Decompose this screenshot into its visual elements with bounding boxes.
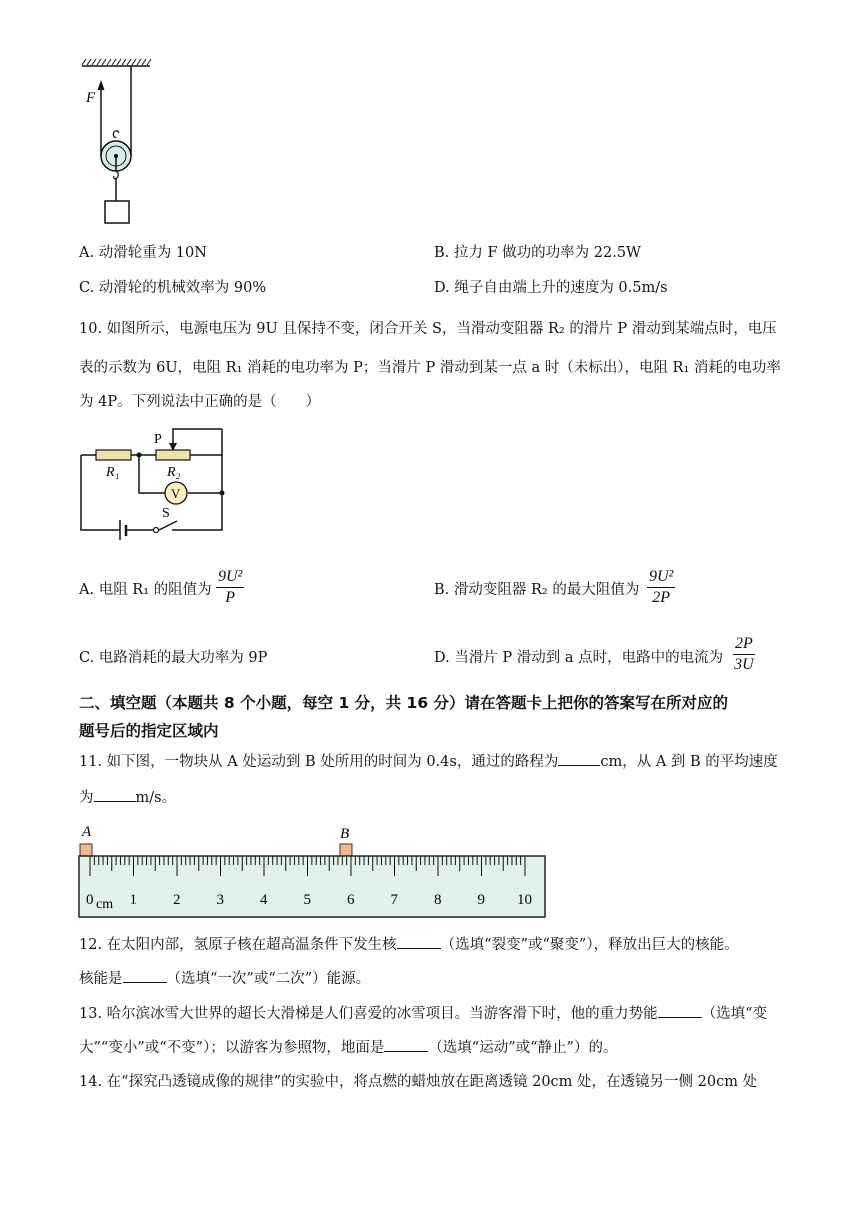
ruler-tick-label: 10 — [517, 892, 532, 908]
circuit-label-r1: R₁ — [106, 465, 120, 480]
q13-line-2 — [79, 1038, 617, 1058]
ruler-tick-label: 6 — [347, 892, 355, 908]
q11-line-1 — [79, 752, 778, 772]
q13-line-2-start: 大”“变小”或“不变”）；以游客为参照物，地面是 — [79, 1040, 385, 1056]
q10-line-2: 表的示数为 6U，电阻 R₁ 消耗的电功率为 P；当滑片 P 滑动到某一点 a 时（未标出），电阻 R₁ 消耗的电功率 — [79, 360, 781, 376]
q11-line-2 — [79, 788, 176, 808]
fraction-numerator: 2P — [733, 634, 755, 655]
circuit-label-p: P — [154, 432, 162, 447]
ruler-tick-label: 7 — [390, 892, 398, 908]
q10-option-c-text: C. 电路消耗的最大功率为 9P — [79, 650, 268, 666]
q10-option-b-text: B. 滑动变阻器 R₂ 的最大阻值为 — [434, 582, 640, 598]
circuit-label-v: V — [171, 486, 181, 501]
q10-option-a-fraction — [216, 567, 244, 608]
q10-option-a-text: A. 电阻 R₁ 的阻值为 — [79, 582, 212, 598]
q13-blank-2[interactable] — [384, 1051, 428, 1052]
q9-option-b: B. 拉力 F 做功的功率为 22.5W — [434, 245, 641, 261]
q10-line-1: 10. 如图所示，电源电压为 9U 且保持不变，闭合开关 S，当滑动变阻器 R₂ 的滑片 P 滑动到某端点时，电压 — [79, 321, 777, 337]
q12-line-2-end: （选填“一次”或“二次”）能源。 — [166, 971, 371, 987]
ruler-tick-label: 1 — [129, 892, 137, 908]
q13-line-1-end: （选填“变 — [701, 1006, 768, 1022]
ruler-tick-label: 0 — [86, 892, 94, 908]
q9-option-a: A. 动滑轮重为 10N — [79, 245, 207, 261]
ruler-unit: cm — [96, 897, 114, 912]
ruler-label-b: B — [340, 826, 350, 842]
circuit-label-r2: R₂ — [167, 465, 181, 480]
q12-line-1 — [79, 935, 739, 955]
fraction-denominator: 3U — [734, 656, 754, 673]
q12-line-1-start: 12. 在太阳内部，氢原子核在超高温条件下发生核 — [79, 937, 397, 953]
q10-line-3: 为 4P。下列说法中正确的是（ ） — [79, 394, 321, 410]
ruler-tick-label: 5 — [303, 892, 311, 908]
ruler-tick-label: 3 — [216, 892, 224, 908]
ruler-tick-label: 9 — [477, 892, 485, 908]
fraction-denominator: 2P — [652, 589, 671, 606]
circuit-label-s: S — [162, 506, 170, 521]
rheostat-r2 — [156, 450, 190, 460]
fraction-numerator: 9U² — [216, 567, 244, 588]
q14-line-1: 14. 在“探究凸透镜成像的规律”的实验中，将点燃的蜡烛放在距离透镜 20cm 处，在透镜另一侧 20cm 处 — [79, 1074, 758, 1090]
q9-option-d: D. 绳子自由端上升的速度为 0.5m/s — [434, 280, 668, 296]
q13-line-1 — [79, 1004, 767, 1024]
circuit-diagram — [76, 426, 231, 548]
ruler-figure — [76, 822, 548, 922]
resistor-r1 — [96, 450, 131, 460]
block-a — [80, 844, 92, 856]
q11-line-2-start: 为 — [79, 790, 94, 806]
q11-blank-distance[interactable] — [558, 765, 600, 766]
section-2-title-line-1: 二、填空题（本题共 8 个小题，每空 1 分，共 16 分）请在答题卡上把你的答案写在所对应的 — [79, 694, 729, 712]
fraction-numerator: 9U² — [647, 567, 675, 588]
weight-block — [105, 201, 129, 223]
q12-line-2 — [79, 969, 370, 989]
q12-line-2-start: 核能是 — [79, 971, 123, 987]
ruler-tick-label: 4 — [260, 892, 268, 908]
q13-line-2-end: （选填“运动”或“静止”）的。 — [428, 1040, 618, 1056]
q12-blank-2[interactable] — [123, 982, 167, 983]
q13-blank-1[interactable] — [658, 1017, 702, 1018]
section-2-title-line-2: 题号后的指定区域内 — [79, 722, 219, 740]
ruler-body — [79, 856, 545, 917]
q11-blank-speed[interactable] — [94, 801, 136, 802]
q10-option-d-fraction — [733, 634, 755, 675]
q10-option-b-fraction — [647, 567, 675, 608]
q11-line-1-end: cm，从 A 到 B 的平均速度 — [600, 754, 778, 770]
ruler-tick-label: 8 — [434, 892, 442, 908]
block-b — [340, 844, 352, 856]
pulley-figure — [70, 58, 160, 230]
force-label: F — [86, 90, 96, 106]
q11-line-2-end: m/s。 — [135, 790, 177, 806]
q12-line-1-end: （选填“裂变”或“聚变”），释放出巨大的核能。 — [440, 937, 739, 953]
q9-option-c: C. 动滑轮的机械效率为 90% — [79, 280, 267, 296]
q11-line-1-start: 11. 如下图，一物块从 A 处运动到 B 处所用的时间为 0.4s，通过的路程为 — [79, 754, 559, 770]
q13-line-1-start: 13. 哈尔滨冰雪大世界的超长大滑梯是人们喜爱的冰雪项目。当游客滑下时，他的重力势能 — [79, 1006, 658, 1022]
fraction-denominator: P — [225, 589, 236, 606]
ruler-label-a: A — [82, 824, 92, 840]
ruler-tick-label: 2 — [173, 892, 181, 908]
q12-blank-1[interactable] — [397, 948, 441, 949]
q10-option-d-text: D. 当滑片 P 滑动到 a 点时，电路中的电流为 — [434, 650, 724, 666]
